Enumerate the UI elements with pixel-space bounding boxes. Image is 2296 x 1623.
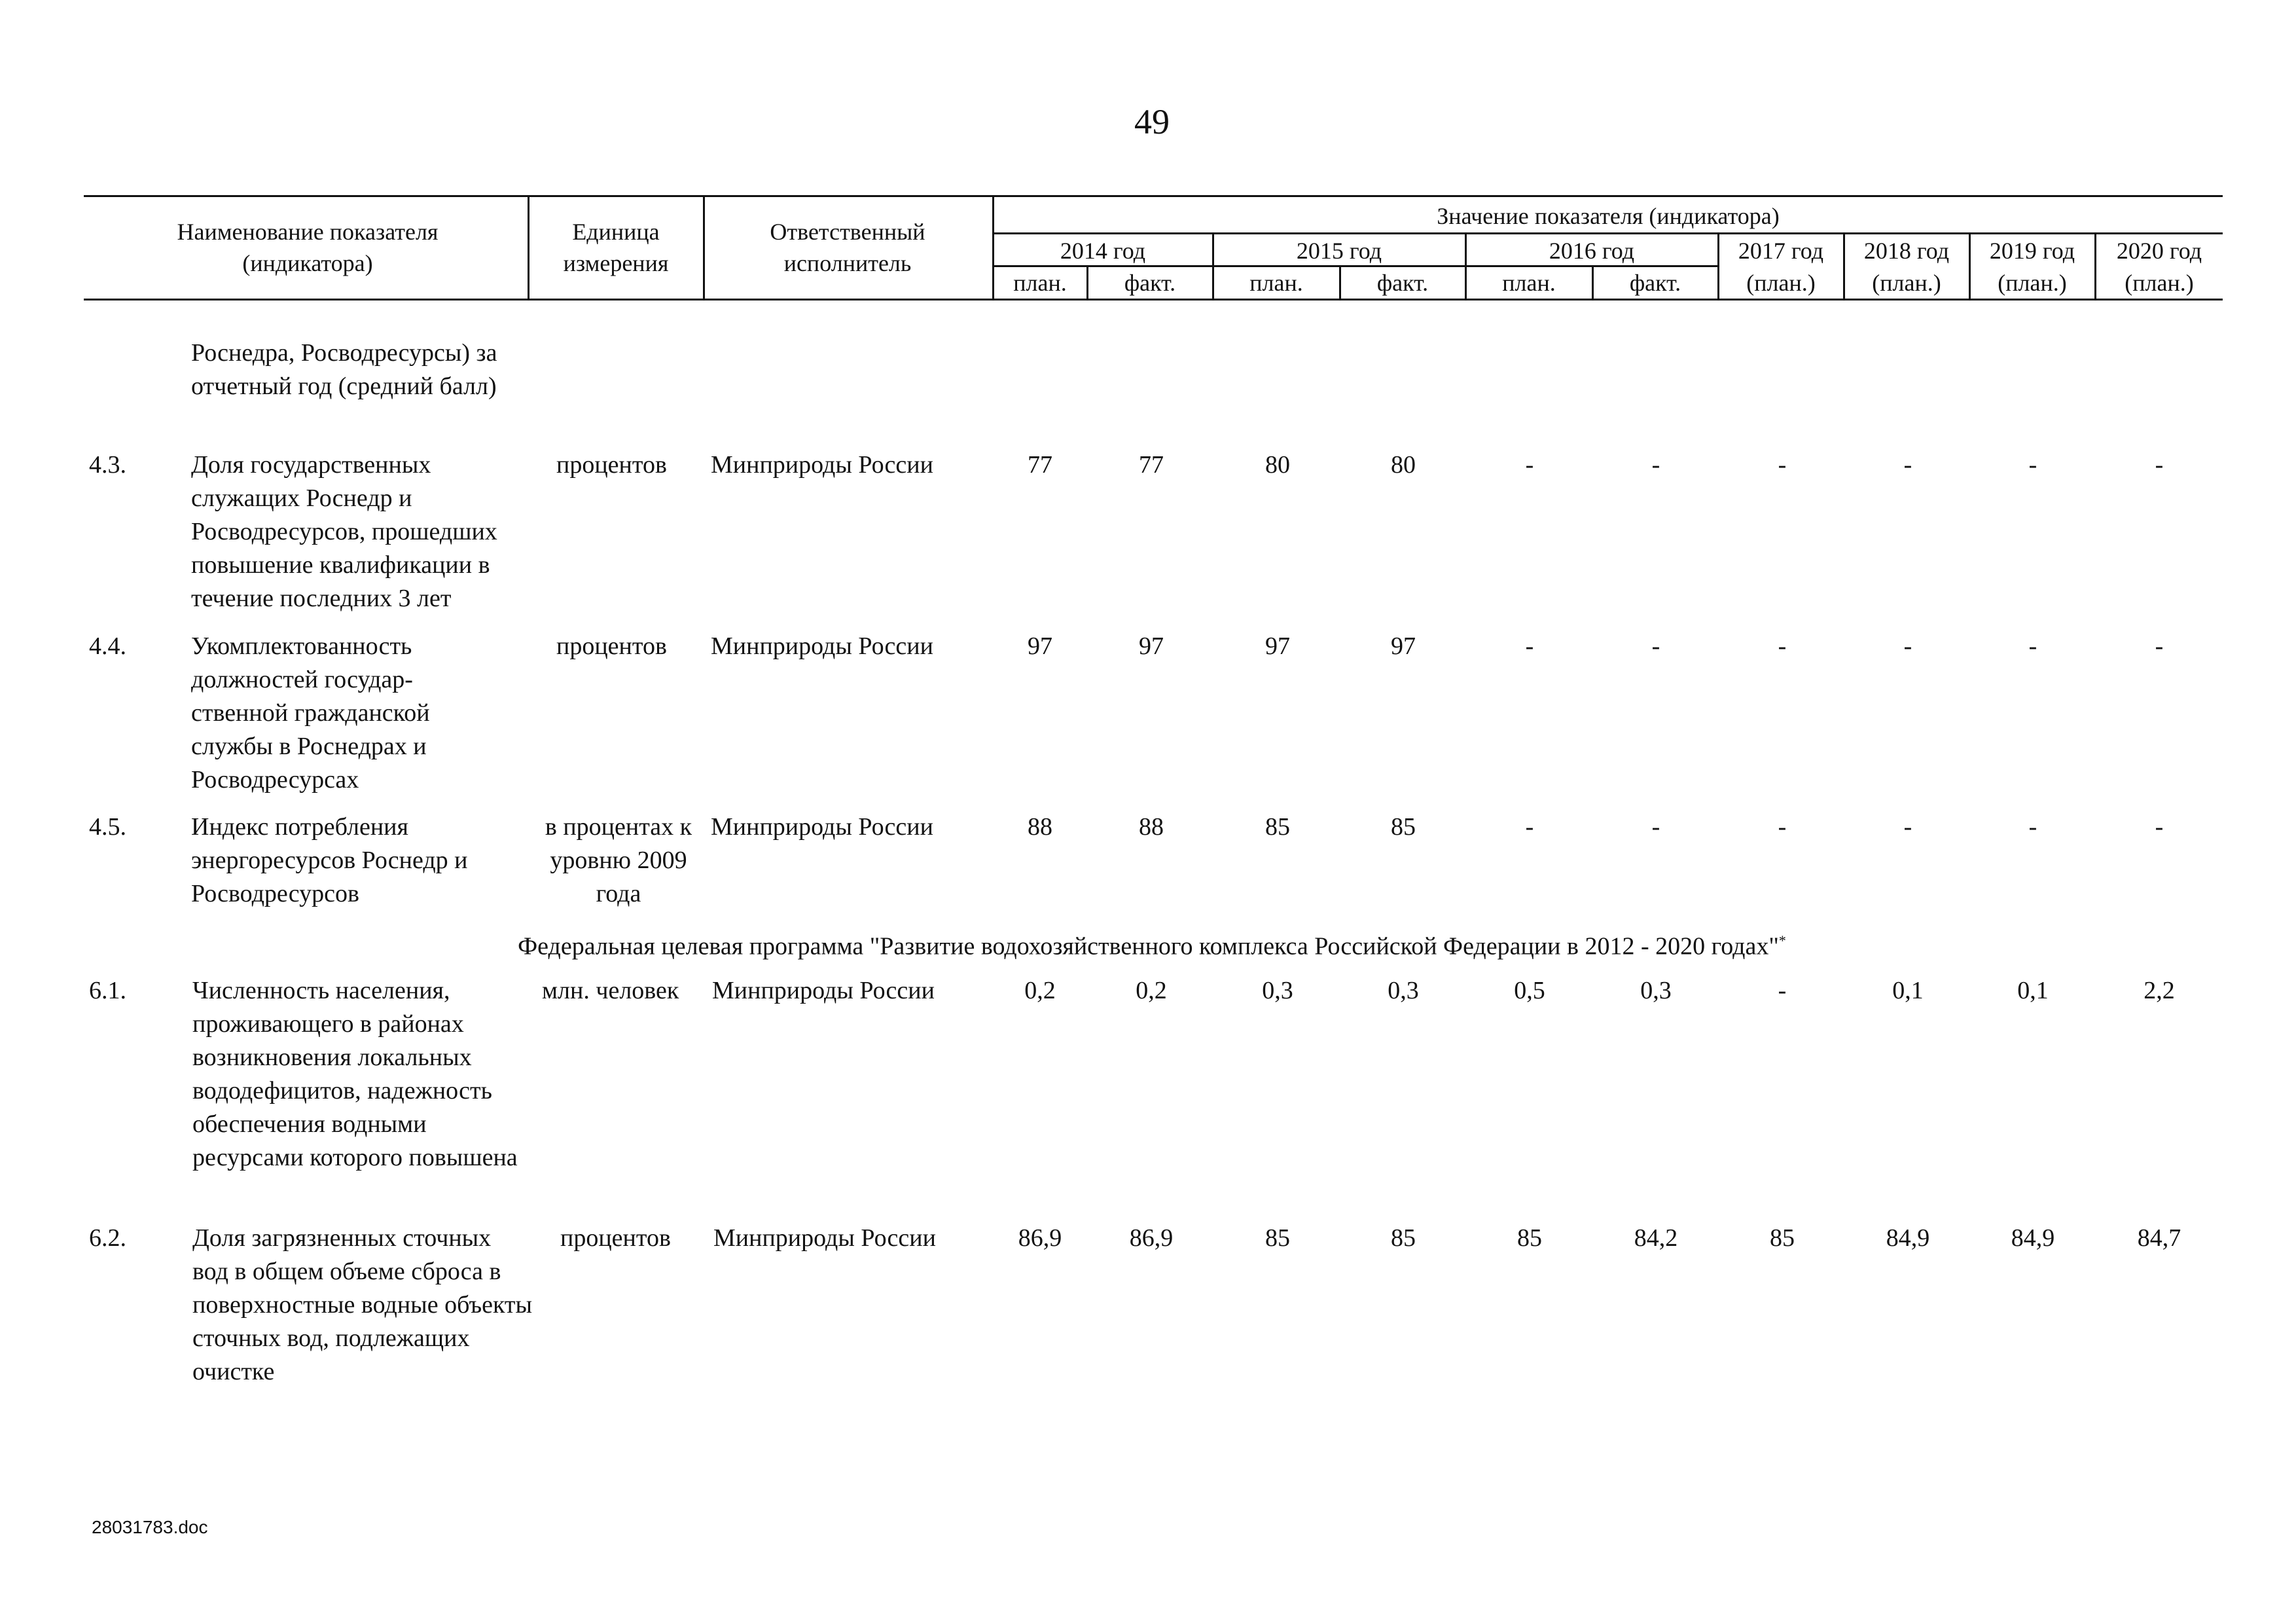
value-cell: - xyxy=(1651,632,1660,660)
header-fact: факт. xyxy=(1629,270,1681,296)
header-divider xyxy=(703,196,705,300)
header-year: 2019 год xyxy=(1989,238,2075,264)
value-cell: 2,2 xyxy=(2144,977,2175,1004)
value-cell: - xyxy=(2155,451,2164,479)
value-cell: - xyxy=(1525,813,1534,841)
value-cell: - xyxy=(1778,977,1787,1004)
row-executor: Минприроды России xyxy=(713,1224,936,1252)
value-cell: - xyxy=(2028,632,2037,660)
header-top-rule xyxy=(84,195,2223,197)
header-plan: план. xyxy=(1013,270,1067,296)
value-cell: - xyxy=(1651,813,1660,841)
value-cell: - xyxy=(1903,632,1912,660)
value-cell: - xyxy=(1903,451,1912,479)
header-year: 2014 год xyxy=(1060,238,1146,264)
row-number: 6.1. xyxy=(89,977,126,1004)
value-cell: 0,5 xyxy=(1514,977,1545,1004)
row-unit: в процентах к уровню 2009 года xyxy=(545,813,692,907)
value-cell: 85 xyxy=(1770,1224,1795,1252)
header-plan-paren: (план.) xyxy=(1872,270,1941,296)
header-fact: факт. xyxy=(1376,270,1429,296)
header-executor: Ответственный исполнитель xyxy=(770,219,925,276)
document-filename: 28031783.doc xyxy=(92,1517,208,1537)
value-cell: 77 xyxy=(1139,451,1164,479)
header-year: 2020 год xyxy=(2116,238,2202,264)
row-executor: Минприроды России xyxy=(711,813,933,841)
row-unit: процентов xyxy=(556,632,667,660)
header-plan: план. xyxy=(1249,270,1303,296)
value-cell: 85 xyxy=(1391,1224,1416,1252)
row-name: Доля загрязненных сточных вод в общем объеме сброса в поверхностные водные объекты сточных вод, подлежащих очистке xyxy=(192,1224,533,1385)
value-cell: 88 xyxy=(1139,813,1164,841)
value-cell: 84,2 xyxy=(1634,1224,1678,1252)
header-value: Значение показателя (индикатора) xyxy=(1437,203,1780,229)
value-cell: 77 xyxy=(1028,451,1052,479)
header-plan-paren: (план.) xyxy=(2125,270,2194,296)
row-unit: процентов xyxy=(560,1224,671,1252)
value-cell: 97 xyxy=(1391,632,1416,660)
header-fact: факт. xyxy=(1124,270,1176,296)
value-cell: 84,9 xyxy=(2011,1224,2055,1252)
header-plan-paren: (план.) xyxy=(1746,270,1816,296)
page-number: 49 xyxy=(1134,102,1170,141)
row-executor: Минприроды России xyxy=(711,632,933,660)
value-cell: 0,1 xyxy=(2017,977,2049,1004)
row-number: 4.4. xyxy=(89,632,126,660)
row-executor: Минприроды России xyxy=(712,977,935,1004)
row-unit: процентов xyxy=(556,451,667,479)
row-name: Укомплектованность должностей государ-ственной гражданской службы в Роснедрах и Росводресурсах xyxy=(191,632,430,793)
section-footnote-mark: * xyxy=(1778,932,1786,949)
value-cell: 88 xyxy=(1028,813,1052,841)
header-year: 2017 год xyxy=(1738,238,1824,264)
header-divider xyxy=(528,196,529,300)
value-cell: 0,1 xyxy=(1892,977,1924,1004)
row-name: Доля государственных служащих Роснедр и Росводресурсов, прошедших повышение квалификации в течение последних 3 лет xyxy=(191,451,497,612)
value-cell: 80 xyxy=(1265,451,1290,479)
value-cell: - xyxy=(2155,813,2164,841)
header-year: 2018 год xyxy=(1863,238,1950,264)
value-cell: 85 xyxy=(1391,813,1416,841)
row-unit: млн. человек xyxy=(542,977,679,1004)
row-number: 4.3. xyxy=(89,451,126,479)
value-cell: - xyxy=(1651,451,1660,479)
row-executor: Минприроды России xyxy=(711,451,933,479)
value-cell: - xyxy=(2028,813,2037,841)
value-cell: 85 xyxy=(1517,1224,1542,1252)
row-name: Численность населения, проживающего в районах возникновения локальных вододефицитов, надежность обеспечения водными ресурсами которого повышена xyxy=(192,977,518,1171)
value-cell: 97 xyxy=(1028,632,1052,660)
value-cell: - xyxy=(1903,813,1912,841)
value-cell: 0,2 xyxy=(1024,977,1056,1004)
header-plan-paren: (план.) xyxy=(1998,270,2067,296)
value-cell: 84,9 xyxy=(1886,1224,1930,1252)
header-year: 2016 год xyxy=(1549,238,1635,264)
value-cell: - xyxy=(1778,813,1787,841)
section-title xyxy=(79,924,2225,964)
value-cell: - xyxy=(2028,451,2037,479)
value-cell: 0,2 xyxy=(1136,977,1167,1004)
header-year: 2015 год xyxy=(1296,238,1382,264)
value-cell: 84,7 xyxy=(2137,1224,2181,1252)
value-cell: - xyxy=(1778,451,1787,479)
value-cell: 86,9 xyxy=(1129,1224,1174,1252)
row-name: Индекс потребления энергоресурсов Роснедр и Росводресурсов xyxy=(191,813,468,907)
value-cell: - xyxy=(1525,632,1534,660)
row-number: 6.2. xyxy=(89,1224,126,1252)
value-cell: - xyxy=(2155,632,2164,660)
value-cell: 0,3 xyxy=(1262,977,1293,1004)
value-cell: - xyxy=(1525,451,1534,479)
value-cell: 86,9 xyxy=(1018,1224,1062,1252)
value-cell: 97 xyxy=(1139,632,1164,660)
header-value-rule xyxy=(994,232,2223,234)
value-cell: - xyxy=(1778,632,1787,660)
value-cell: 0,3 xyxy=(1640,977,1672,1004)
row-number: 4.5. xyxy=(89,813,126,841)
header-plan: план. xyxy=(1502,270,1556,296)
header-unit: Единица измерения xyxy=(563,219,669,276)
value-cell: 0,3 xyxy=(1388,977,1419,1004)
value-cell: 97 xyxy=(1265,632,1290,660)
header-bottom-rule xyxy=(84,299,2223,301)
value-cell: 80 xyxy=(1391,451,1416,479)
value-cell: 85 xyxy=(1265,813,1290,841)
section-title-text: Федеральная целевая программа "Развитие водохозяйственного комплекса Российской Федерации в 2012 - 2020 годах" xyxy=(518,932,1779,960)
header-name: Наименование показателя (индикатора) xyxy=(177,219,439,276)
row-name: Роснедра, Росводресурсы) за отчетный год (средний балл) xyxy=(191,339,497,400)
value-cell: 85 xyxy=(1265,1224,1290,1252)
